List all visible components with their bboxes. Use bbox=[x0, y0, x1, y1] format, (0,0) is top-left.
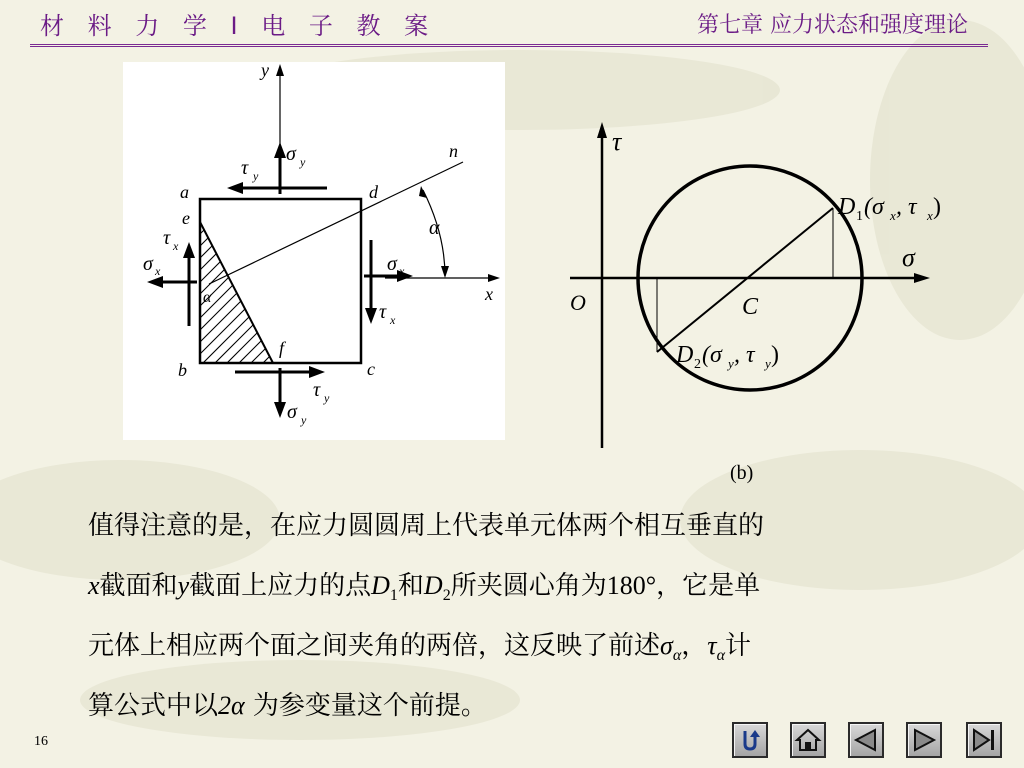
svg-text:(σ: (σ bbox=[702, 342, 722, 368]
last-icon bbox=[970, 726, 998, 754]
tau-y-top-label: τ bbox=[241, 157, 249, 179]
svg-text:, τ: , τ bbox=[896, 194, 917, 220]
element-stress-figure bbox=[123, 62, 505, 440]
sigma-x-left-sub: x bbox=[155, 264, 161, 278]
y-axis-label: y bbox=[261, 60, 269, 80]
point-e-label: e bbox=[182, 208, 190, 228]
prev-icon bbox=[852, 726, 880, 754]
return-button[interactable] bbox=[732, 722, 768, 758]
point-d1-label bbox=[837, 194, 941, 224]
mohr-circle-figure bbox=[560, 118, 940, 463]
svg-text:2: 2 bbox=[694, 357, 701, 372]
svg-text:x: x bbox=[927, 208, 933, 223]
home-icon bbox=[794, 726, 822, 754]
tau-x-left-label: τ bbox=[163, 227, 171, 249]
corner-c-label: c bbox=[367, 359, 375, 379]
svg-text:x: x bbox=[890, 208, 896, 223]
paragraph-line-2: x截面和y截面上应力的点$D_1$和$D_2$所夹圆心角为180°，它是单 bbox=[88, 571, 761, 605]
svg-text:y: y bbox=[765, 356, 771, 371]
sigma-x-left-label: σ bbox=[143, 253, 153, 275]
x-axis-label: x bbox=[485, 284, 493, 304]
inner-angle-label: α bbox=[203, 289, 212, 306]
tau-axis-label: τ bbox=[612, 127, 622, 156]
normal-n-label: n bbox=[449, 141, 458, 161]
home-button[interactable] bbox=[790, 722, 826, 758]
point-f-label: f bbox=[279, 338, 285, 358]
tau-x-right-label: τ bbox=[379, 301, 387, 323]
course-title: 材 料 力 学 Ⅰ 电 子 教 案 bbox=[40, 12, 437, 40]
sigma-x-right-label: σ bbox=[387, 253, 397, 275]
header-divider bbox=[30, 44, 988, 47]
next-icon bbox=[910, 726, 938, 754]
corner-d-label: d bbox=[369, 182, 378, 202]
return-icon bbox=[736, 726, 764, 754]
svg-text:, τ: , τ bbox=[734, 342, 755, 368]
svg-text:1: 1 bbox=[856, 209, 863, 224]
svg-text:D: D bbox=[838, 194, 856, 220]
diameter-d1-d2 bbox=[657, 208, 833, 352]
tau-y-bottom-label: τ bbox=[313, 379, 321, 401]
svg-text:y: y bbox=[728, 356, 734, 371]
point-d2-label bbox=[675, 342, 779, 372]
svg-text:): ) bbox=[933, 194, 941, 220]
svg-text:): ) bbox=[771, 342, 779, 368]
sigma-y-bottom-label: σ bbox=[287, 401, 297, 423]
svg-text:D: D bbox=[676, 342, 694, 368]
sigma-y-top-label: σ bbox=[286, 143, 296, 165]
figure-caption: (b) bbox=[730, 462, 754, 484]
paragraph-line-3: 元体上相应两个面之间夹角的两倍，这反映了前述$\sigma_\alpha$，$\tau_\alpha$计 bbox=[88, 631, 751, 665]
angle-alpha-label: α bbox=[429, 217, 440, 239]
center-label: C bbox=[742, 294, 759, 320]
sigma-axis-label: σ bbox=[902, 243, 915, 272]
explanation-paragraph bbox=[88, 496, 988, 736]
chapter-title: 第七章 应力状态和强度理论 bbox=[697, 13, 968, 38]
paragraph-line-4: 算公式中以2α 为参变量这个前提。 bbox=[88, 691, 487, 721]
origin-label: O bbox=[570, 290, 586, 315]
previous-button[interactable] bbox=[848, 722, 884, 758]
sigma-y-top-sub: y bbox=[300, 155, 306, 169]
corner-a-label: a bbox=[180, 182, 189, 202]
paragraph-line-1: 值得注意的是，在应力圆圆周上代表单元体两个相互垂直的 bbox=[88, 511, 765, 541]
tau-y-top-sub: y bbox=[253, 169, 259, 183]
tau-y-bottom-sub: y bbox=[324, 391, 330, 405]
sigma-y-bottom-sub: y bbox=[301, 413, 307, 427]
next-button[interactable] bbox=[906, 722, 942, 758]
sigma-x-right-sub: x bbox=[399, 264, 405, 278]
tau-x-right-sub: x bbox=[390, 313, 396, 327]
page-number: 16 bbox=[34, 734, 48, 749]
normal-n-line bbox=[209, 162, 463, 284]
corner-b-label: b bbox=[178, 360, 187, 380]
last-page-button[interactable] bbox=[966, 722, 1002, 758]
tau-x-left-sub: x bbox=[173, 239, 179, 253]
svg-text:(σ: (σ bbox=[864, 194, 884, 220]
